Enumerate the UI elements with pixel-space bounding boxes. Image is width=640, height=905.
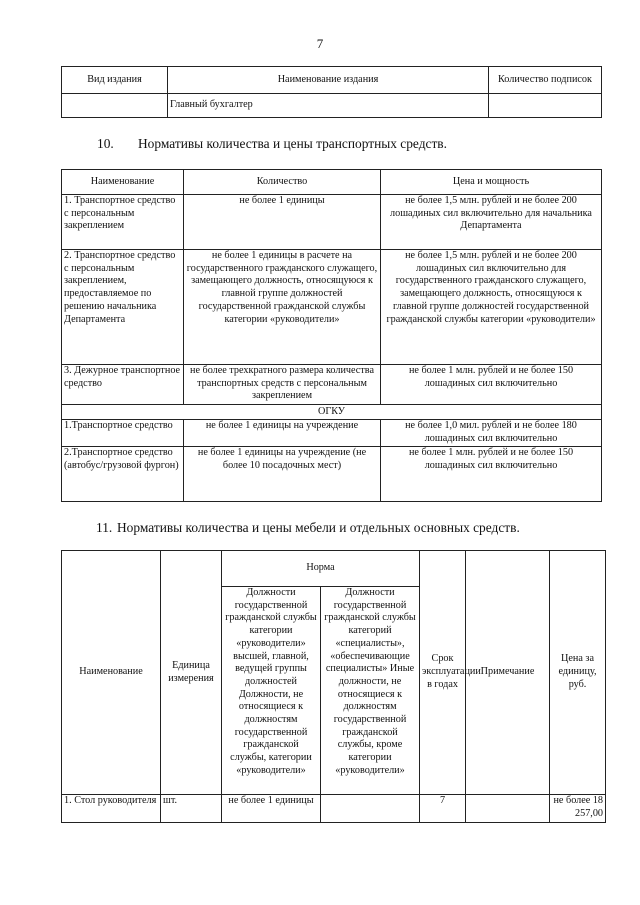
editions-cell-name: Главный бухгалтер [168, 94, 489, 118]
section-11-number: 11. [96, 520, 113, 535]
transport-row2-price: не более 1,5 млн. рублей и не более 200 лошадиных сил включительно для государственного гражданского служащего, замещающего должность, относящуюся к главной группе должностей государственной гражданской службы категории «руководители» [381, 250, 602, 365]
furniture-header-price: Цена за единицу, руб. [550, 551, 606, 795]
table-row [62, 195, 602, 250]
table-row [62, 420, 602, 447]
furniture-header-norm-leaders: Должности государственной гражданской службы категории «руководители» высшей, главной, ведущей группы должностей Должности, не относящиеся к должностям государственной гражданской службы, категории «руководители» [222, 587, 321, 795]
transport-table [61, 169, 602, 502]
table-row [62, 795, 606, 823]
furniture-row1-name: 1. Стол руководителя [62, 795, 161, 823]
transport-row1-qty: не более 1 единицы [184, 195, 381, 250]
furniture-header-note: Примечание [466, 551, 550, 795]
furniture-table [61, 550, 606, 823]
editions-cell-type [62, 94, 168, 118]
transport-row1-name: 1. Транспортное средство с персональным закреплением [62, 195, 184, 250]
transport-header-price: Цена и мощность [381, 170, 602, 195]
transport-grow1-price: не более 1,0 мил. рублей и не более 180 лошадиных сил включительно [381, 420, 602, 447]
table-row [62, 447, 602, 502]
editions-table [61, 66, 602, 118]
furniture-header-norm: Норма [222, 551, 420, 587]
furniture-header-norm-specialists: Должности государственной гражданской службы категорий «специалисты», «обеспечивающие специалисты» Иные должности, не относящиеся к должностям государственной гражданской службы, кроме категории «руководители» [321, 587, 420, 795]
editions-header-name: Наименование издания [168, 67, 489, 94]
transport-grow2-price: не более 1 млн. рублей и не более 150 лошадиных сил включительно [381, 447, 602, 502]
transport-grow2-name: 2.Транспортное средство (автобус/грузовой фургон) [62, 447, 184, 502]
transport-row3-price: не более 1 млн. рублей и не более 150 лошадиных сил включительно [381, 365, 602, 405]
furniture-row1-norm2 [321, 795, 420, 823]
furniture-row1-term: 7 [420, 795, 466, 823]
transport-row3-name: 3. Дежурное транспортное средство [62, 365, 184, 405]
transport-header-name: Наименование [62, 170, 184, 195]
furniture-row1-unit: шт. [161, 795, 222, 823]
editions-cell-count [489, 94, 602, 118]
furniture-row1-price: не более 18 257,00 [550, 795, 606, 823]
section-10-number: 10. [97, 136, 114, 151]
transport-grow1-name: 1.Транспортное средство [62, 420, 184, 447]
transport-grow1-qty: не более 1 единицы на учреждение [184, 420, 381, 447]
section-11-title: Нормативы количества и цены мебели и отдельных основных средств. [117, 520, 520, 535]
table-row [62, 94, 602, 118]
furniture-row1-norm1: не более 1 единицы [222, 795, 321, 823]
transport-row2-qty: не более 1 единицы в расчете на государственного гражданского служащего, замещающего должность, относящуюся к главной группе должностей государственной гражданской службы категории «руководители» [184, 250, 381, 365]
furniture-header-name: Наименование [62, 551, 161, 795]
table-row [62, 405, 602, 420]
table-row [62, 250, 602, 365]
transport-row2-name: 2. Транспортное средство с персональным закреплением, предоставляемое по решению начальника Департамента [62, 250, 184, 365]
transport-row1-price: не более 1,5 млн. рублей и не более 200 лошадиных сил включительно для начальника Департамента [381, 195, 602, 250]
furniture-header-term: Срок эксплуатации в годах [420, 551, 466, 795]
page-number: 7 [316, 36, 324, 51]
transport-grow2-qty: не более 1 единицы на учреждение (не более 10 посадочных мест) [184, 447, 381, 502]
table-row [62, 365, 602, 405]
furniture-header-unit: Единица измерения [161, 551, 222, 795]
transport-row3-qty: не более трехкратного размера количества транспортных средств с персональным закреплением [184, 365, 381, 405]
section-10-title: Нормативы количества и цены транспортных средств. [138, 136, 447, 151]
transport-group-label: ОГКУ [62, 405, 602, 420]
furniture-row1-note [466, 795, 550, 823]
transport-header-qty: Количество [184, 170, 381, 195]
editions-header-count: Количество подписок [489, 67, 602, 94]
editions-header-type: Вид издания [62, 67, 168, 94]
